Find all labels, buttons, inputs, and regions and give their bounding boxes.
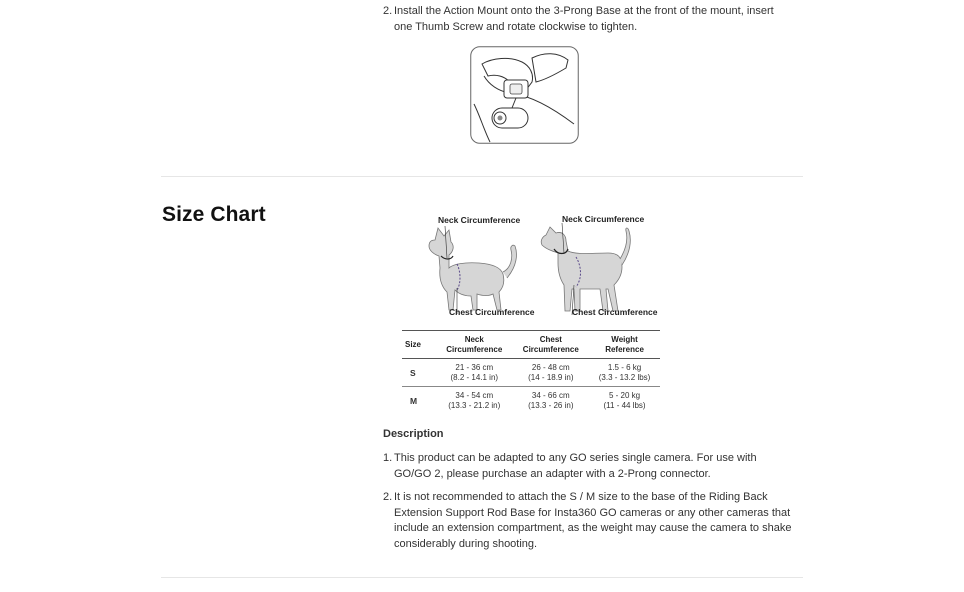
- header-chest-line1: Chest: [539, 335, 562, 344]
- size-cell: M: [410, 396, 418, 406]
- cat-chest-label: Chest Circumference: [449, 307, 535, 317]
- section-divider: [161, 577, 803, 578]
- description-item-number: 2.: [383, 491, 393, 503]
- chest-in: (13.3 - 26 in): [528, 401, 574, 410]
- header-chest-line2: Circumference: [522, 345, 579, 354]
- neck-in: (13.3 - 21.2 in): [448, 401, 501, 410]
- neck-cell: [436, 387, 513, 415]
- dog-illustration: [536, 219, 640, 315]
- header-neck-line2: Circumference: [446, 345, 503, 354]
- dog-chest-label: Chest Circumference: [572, 307, 658, 317]
- install-step-text: Install the Action Mount onto the 3-Prong Base at the front of the mount, insert one Thumb Screw and rotate clockwise to tighten.: [394, 5, 774, 33]
- chest-cell: [513, 359, 590, 387]
- header-chest: [513, 331, 590, 359]
- table-header-row: [402, 331, 660, 359]
- header-weight-line2: Reference: [605, 345, 644, 354]
- neck-cell: [436, 359, 513, 387]
- size-chart-figure: [393, 205, 681, 418]
- install-step-number: 2.: [383, 5, 393, 17]
- neck-cm: 21 - 36 cm: [455, 363, 494, 372]
- weight-kg: 5 - 20 kg: [608, 391, 641, 400]
- chest-cm: 34 - 66 cm: [531, 391, 570, 400]
- weight-kg: 1.5 - 6 kg: [607, 363, 642, 372]
- install-step: [383, 4, 793, 35]
- neck-cm: 34 - 54 cm: [455, 391, 494, 400]
- dog-neck-label: Neck Circumference: [562, 214, 645, 224]
- description-item: [383, 451, 793, 482]
- table-row: [402, 387, 660, 415]
- header-weight-line1: Weight: [611, 335, 638, 344]
- section-divider: [161, 176, 803, 177]
- size-table: [402, 330, 660, 414]
- chest-cell: [513, 387, 590, 415]
- description-heading: Description: [383, 428, 444, 440]
- cat-illustration: [421, 222, 521, 314]
- header-size: Size: [405, 340, 422, 349]
- description-item-text: It is not recommended to attach the S / M size to the base of the Riding Back Extension Support Rod Base for Insta360 GO cameras or any other cameras that include an extension compartment, as the weight may cause the camera to shake considerably during shooting.: [394, 491, 792, 550]
- description-item-number: 1.: [383, 452, 393, 464]
- header-weight: [589, 331, 660, 359]
- description-item-text: This product can be adapted to any GO series single camera. For use with GO/GO 2, please purchase an adapter with a 2-Prong connector.: [394, 452, 757, 480]
- action-mount-illustration: [470, 46, 579, 144]
- description-item: [383, 490, 808, 552]
- weight-lbs: (3.3 - 13.2 lbs): [598, 373, 651, 382]
- weight-cell: [589, 387, 660, 415]
- header-neck-line1: Neck: [464, 335, 484, 344]
- table-row: [402, 359, 660, 387]
- chest-in: (14 - 18.9 in): [528, 373, 574, 382]
- size-cell: S: [410, 368, 416, 378]
- section-title: Size Chart: [162, 203, 266, 226]
- weight-lbs: (11 - 44 lbs): [603, 401, 646, 410]
- weight-cell: [589, 359, 660, 387]
- cat-neck-label: Neck Circumference: [438, 215, 521, 225]
- chest-cm: 26 - 48 cm: [531, 363, 570, 372]
- neck-in: (8.2 - 14.1 in): [450, 373, 499, 382]
- header-neck: [436, 331, 513, 359]
